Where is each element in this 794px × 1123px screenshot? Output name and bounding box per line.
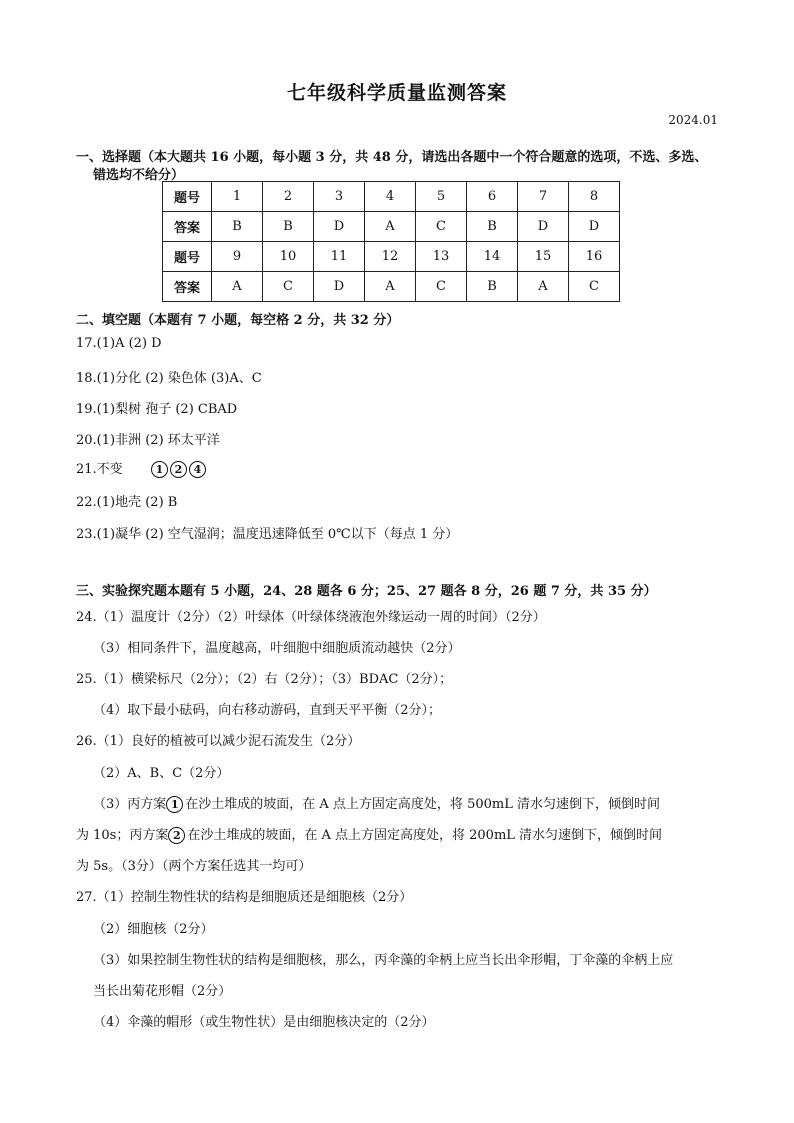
table-cell: B	[467, 212, 518, 242]
answer-26-line3-text: 在沙土堆成的坡面，在 A 点上方固定高度处，将 500mL 清水匀速倒下，倾倒时间	[185, 797, 660, 812]
answer-20: 20.(1)非洲 (2) 环太平洋	[76, 433, 220, 448]
circled-number: 1	[166, 796, 183, 813]
circled-number: 2	[170, 461, 187, 478]
table-cell: 14	[467, 242, 518, 272]
table-cell: C	[416, 212, 467, 242]
answer-21-text: 21.不变	[76, 462, 123, 477]
table-cell: B	[263, 212, 314, 242]
answer-25-line1: 25.（1）横梁标尺（2分）；（2）右（2分）；（3）BDAC（2分）；	[76, 672, 453, 687]
table-cell: 7	[518, 182, 569, 212]
table-cell: 15	[518, 242, 569, 272]
page-title: 七年级科学质量监测答案	[286, 82, 507, 104]
circled-number: 2	[168, 827, 185, 844]
table-cell: B	[212, 212, 263, 242]
answer-26-line4-prefix: 为 10s；丙方案	[76, 828, 169, 843]
answer-19: 19.(1)梨树 孢子 (2) CBAD	[76, 402, 238, 417]
table-cell: 9	[212, 242, 263, 272]
answer-27-line3: （3）如果控制生物性状的结构是细胞核，那么，丙伞藻的伞柄上应当长出伞形帽，丁伞藻的伞柄上应	[93, 953, 674, 968]
answer-25-line2: （4）取下最小砝码，向右移动游码，直到天平平衡（2分）；	[93, 703, 442, 718]
answer-27-line5: （4）伞藻的帽形（或生物性状）是由细胞核决定的（2分）	[93, 1015, 435, 1030]
table-cell: A	[365, 272, 416, 302]
table-cell: A	[518, 272, 569, 302]
answer-26-line1: 26.（1）良好的植被可以减少泥石流发生（2分）	[76, 734, 361, 749]
answer-26-line3	[93, 793, 660, 813]
table-cell: 2	[263, 182, 314, 212]
table-cell: 4	[365, 182, 416, 212]
answer-17: 17.(1)A (2) D	[76, 336, 162, 351]
answer-27-line2: （2）细胞核（2分）	[93, 922, 214, 937]
table-row-header: 答案	[163, 212, 212, 242]
table-row-header: 题号	[163, 242, 212, 272]
answer-26-line3-prefix: （3）丙方案	[93, 797, 167, 812]
section3-heading: 三、实验探究题本题有 5 小题，24、28 题各 6 分；25、27 题各 8 分，26 题 7 分，共 35 分）	[76, 584, 657, 599]
table-cell: 3	[314, 182, 365, 212]
table-row-header: 题号	[163, 182, 212, 212]
date-label: 2024.01	[668, 113, 718, 127]
answer-26-line4	[76, 824, 662, 844]
answer-21	[76, 458, 208, 478]
section1-heading: 一、选择题（本大题共 16 小题，每小题 3 分，共 48 分，请选出各题中一个符合题意的选项，不选、多选、	[76, 150, 708, 165]
table-cell: 10	[263, 242, 314, 272]
table-row-header: 答案	[163, 272, 212, 302]
table-cell: 16	[569, 242, 620, 272]
table-cell: 6	[467, 182, 518, 212]
table-cell: 5	[416, 182, 467, 212]
table-cell: D	[314, 212, 365, 242]
table-cell: 13	[416, 242, 467, 272]
table-cell: A	[212, 272, 263, 302]
table-row	[163, 182, 620, 212]
table-cell: 11	[314, 242, 365, 272]
table-row	[163, 272, 620, 302]
table-cell: B	[467, 272, 518, 302]
table-row	[163, 242, 620, 272]
answer-27-line1: 27.（1）控制生物性状的结构是细胞质还是细胞核（2分）	[76, 890, 413, 905]
table-cell: 1	[212, 182, 263, 212]
table-cell: D	[569, 212, 620, 242]
answer-24-line2: （3）相同条件下，温度越高，叶细胞中细胞质流动越快（2分）	[93, 641, 461, 656]
table-cell: 8	[569, 182, 620, 212]
circled-number: 1	[151, 461, 168, 478]
answer-26-line4-text: 在沙土堆成的坡面，在 A 点上方固定高度处，将 200mL 清水匀速倒下，倾倒时间	[187, 828, 663, 843]
section1-heading-cont: 错选均不给分）	[93, 168, 185, 183]
answer-table	[162, 181, 620, 302]
table-cell: 12	[365, 242, 416, 272]
answer-18: 18.(1)分化 (2) 染色体 (3)A、C	[76, 371, 262, 386]
answer-26-line2: （2）A、B、C（2分）	[93, 766, 230, 781]
table-cell: C	[416, 272, 467, 302]
answer-24-line1: 24.（1）温度计（2分）（2）叶绿体（叶绿体绕液泡外缘运动一周的时间）（2分）	[76, 610, 546, 625]
table-cell: D	[314, 272, 365, 302]
table-row	[163, 212, 620, 242]
table-cell: C	[569, 272, 620, 302]
table-cell: D	[518, 212, 569, 242]
section2-heading: 二、填空题（本题有 7 小题，每空格 2 分，共 32 分）	[76, 313, 400, 328]
table-cell: A	[365, 212, 416, 242]
table-cell: C	[263, 272, 314, 302]
circled-number: 4	[189, 461, 206, 478]
answer-27-line4: 当长出菊花形帽（2分）	[93, 984, 232, 999]
answer-22: 22.(1)地壳 (2) B	[76, 495, 178, 510]
answer-23: 23.(1)凝华 (2) 空气湿润；温度迅速降低至 0℃以下（每点 1 分）	[76, 527, 459, 542]
answer-26-line5: 为 5s。（3分）（两个方案任选其一均可）	[76, 859, 312, 874]
